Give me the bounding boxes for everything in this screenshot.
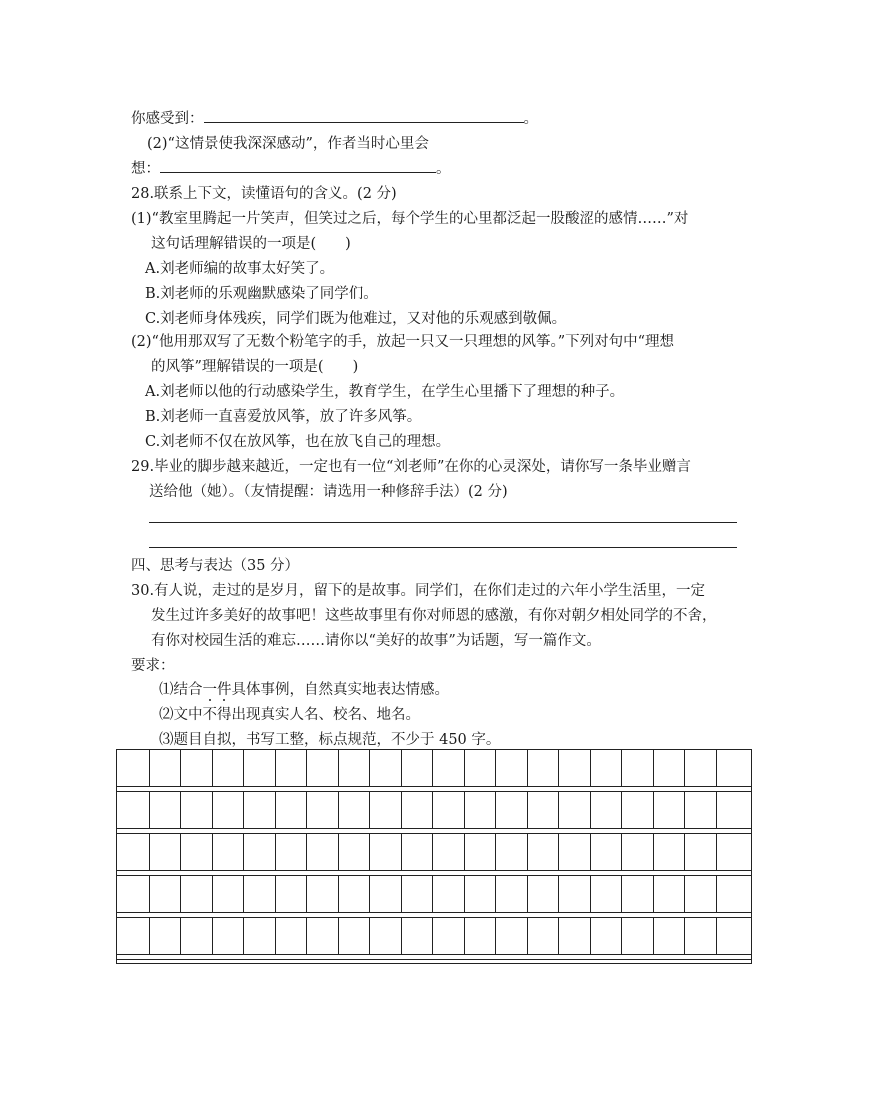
grid-cell[interactable] [180, 918, 212, 954]
grid-cell[interactable] [558, 750, 590, 786]
grid-cell[interactable] [621, 918, 653, 954]
grid-cell[interactable] [716, 792, 748, 828]
grid-cell[interactable] [149, 876, 181, 912]
answer-blank[interactable] [160, 158, 436, 173]
grid-cell[interactable] [684, 876, 716, 912]
q27-line1-suffix: 。 [523, 111, 538, 127]
grid-cell[interactable] [716, 918, 748, 954]
emphasis-char: 件 [217, 682, 232, 698]
grid-cell[interactable] [369, 918, 401, 954]
grid-cell[interactable] [149, 750, 181, 786]
q27-line3-prefix: 想： [131, 161, 160, 177]
grid-cell[interactable] [401, 834, 433, 870]
q28-p1-line2: 这句话理解错误的一项是( ) [151, 236, 351, 252]
grid-cell[interactable] [275, 918, 307, 954]
grid-cell[interactable] [464, 750, 496, 786]
grid-cell[interactable] [212, 876, 244, 912]
q28-p2-option-a: A.刘老师以他的行动感染学生，教育学生，在学生心里播下了理想的种子。 [145, 384, 625, 400]
requirement-1-post: 具体事例，自然真实地表达情感。 [231, 682, 449, 698]
grid-cell[interactable] [149, 834, 181, 870]
requirement-1 [159, 679, 449, 701]
grid-row-gap [117, 954, 751, 960]
grid-row [117, 834, 751, 870]
grid-cell[interactable] [212, 834, 244, 870]
requirement-2: ⑵文中不得出现真实人名、校名、地名。 [159, 707, 420, 723]
q28-p2-option-b: B.刘老师一直喜爱放风筝，放了许多风筝。 [145, 409, 422, 425]
grid-cell[interactable] [684, 750, 716, 786]
q28-p2-option-c: C.刘老师不仅在放风筝，也在放飞自己的理想。 [145, 434, 451, 450]
grid-cell[interactable] [149, 918, 181, 954]
grid-cell[interactable] [527, 834, 559, 870]
grid-cell[interactable] [212, 750, 244, 786]
grid-cell[interactable] [527, 750, 559, 786]
grid-cell[interactable] [369, 792, 401, 828]
writing-line[interactable] [149, 547, 737, 548]
grid-cell[interactable] [117, 876, 149, 912]
grid-cell[interactable] [243, 876, 275, 912]
grid-row [117, 918, 751, 954]
grid-cell[interactable] [180, 876, 212, 912]
grid-cell[interactable] [338, 792, 370, 828]
emphasis-char: 一 [202, 682, 217, 698]
grid-cell[interactable] [684, 834, 716, 870]
grid-cell[interactable] [590, 918, 622, 954]
grid-cell[interactable] [369, 876, 401, 912]
grid-cell[interactable] [243, 792, 275, 828]
grid-cell[interactable] [432, 792, 464, 828]
grid-cell[interactable] [653, 876, 685, 912]
grid-cell[interactable] [275, 792, 307, 828]
grid-cell[interactable] [306, 792, 338, 828]
grid-cell[interactable] [653, 918, 685, 954]
grid-cell[interactable] [243, 750, 275, 786]
grid-cell[interactable] [653, 750, 685, 786]
q28-p1-option-c: C.刘老师身体残疾，同学们既为他难过，又对他的乐观感到敬佩。 [145, 311, 567, 327]
q28-p2-line2: 的风筝”理解错误的一项是( ) [151, 359, 359, 375]
requirement-3: ⑶题目自拟，书写工整，标点规范，不少于 450 字。 [159, 732, 501, 748]
q28-p1-option-b: B.刘老师的乐观幽默感染了同学们。 [145, 286, 378, 302]
q29-line1: 29.毕业的脚步越来越近，一定也有一位“刘老师”在你的心灵深处，请你写一条毕业赠言 [131, 459, 691, 475]
q30-line1: 30.有人说，走过的是岁月，留下的是故事。同学们，在你们走过的六年小学生活里，一定 [131, 583, 706, 599]
q28-p1-option-a: A.刘老师编的故事太好笑了。 [145, 261, 335, 277]
q28-title: 28.联系上下文，读懂语句的含义。(2 分) [131, 186, 397, 202]
grid-cell[interactable] [558, 918, 590, 954]
grid-cell[interactable] [558, 792, 590, 828]
grid-cell[interactable] [180, 834, 212, 870]
grid-cell[interactable] [369, 750, 401, 786]
grid-cell[interactable] [716, 834, 748, 870]
grid-cell[interactable] [117, 792, 149, 828]
section4-title: 四、思考与表达（35 分） [131, 558, 300, 574]
q28-p2-line1: (2)“他用那双写了无数个粉笔字的手，放起一只又一只理想的风筝。”下列对句中“理想 [131, 334, 675, 350]
grid-cell[interactable] [432, 750, 464, 786]
grid-cell[interactable] [716, 876, 748, 912]
grid-row [117, 792, 751, 828]
grid-cell[interactable] [684, 792, 716, 828]
q27-line2: (2)“这情景使我深深感动”，作者当时心里会 [147, 136, 429, 152]
grid-cell[interactable] [306, 834, 338, 870]
grid-cell[interactable] [716, 750, 748, 786]
grid-cell[interactable] [464, 834, 496, 870]
grid-cell[interactable] [117, 750, 149, 786]
grid-cell[interactable] [495, 876, 527, 912]
grid-cell[interactable] [621, 792, 653, 828]
grid-cell[interactable] [621, 876, 653, 912]
grid-cell[interactable] [180, 792, 212, 828]
grid-cell[interactable] [243, 834, 275, 870]
grid-cell[interactable] [432, 918, 464, 954]
grid-cell[interactable] [243, 918, 275, 954]
grid-cell[interactable] [590, 750, 622, 786]
grid-cell[interactable] [495, 792, 527, 828]
grid-cell[interactable] [495, 750, 527, 786]
grid-cell[interactable] [401, 918, 433, 954]
grid-cell[interactable] [338, 876, 370, 912]
grid-cell[interactable] [149, 792, 181, 828]
grid-cell[interactable] [590, 792, 622, 828]
grid-cell[interactable] [401, 750, 433, 786]
grid-cell[interactable] [306, 876, 338, 912]
q27-line1-prefix: 你感受到： [131, 111, 204, 127]
grid-cell[interactable] [621, 750, 653, 786]
requirements-title: 要求： [131, 658, 175, 674]
grid-cell[interactable] [369, 834, 401, 870]
grid-cell[interactable] [464, 918, 496, 954]
grid-cell[interactable] [432, 834, 464, 870]
writing-line[interactable] [149, 522, 737, 523]
grid-cell[interactable] [684, 918, 716, 954]
q27-line3 [131, 158, 451, 180]
q27-line3-suffix: 。 [436, 161, 451, 177]
grid-cell[interactable] [275, 750, 307, 786]
answer-blank[interactable] [204, 108, 524, 123]
grid-cell[interactable] [401, 876, 433, 912]
grid-cell[interactable] [495, 834, 527, 870]
grid-cell[interactable] [527, 876, 559, 912]
grid-cell[interactable] [401, 792, 433, 828]
grid-cell[interactable] [306, 918, 338, 954]
q30-line2: 发生过许多美好的故事吧！这些故事里有你对师恩的感激，有你对朝夕相处同学的不舍， [151, 608, 717, 624]
grid-cell[interactable] [338, 834, 370, 870]
grid-cell[interactable] [432, 876, 464, 912]
grid-cell[interactable] [117, 834, 149, 870]
grid-cell[interactable] [621, 834, 653, 870]
grid-cell[interactable] [464, 876, 496, 912]
grid-cell[interactable] [653, 834, 685, 870]
grid-cell[interactable] [338, 918, 370, 954]
grid-cell[interactable] [558, 834, 590, 870]
grid-cell[interactable] [653, 792, 685, 828]
grid-cell[interactable] [275, 834, 307, 870]
q30-line3: 有你对校园生活的难忘……请你以“美好的故事”为话题，写一篇作文。 [151, 633, 601, 649]
grid-cell[interactable] [212, 918, 244, 954]
grid-cell[interactable] [527, 792, 559, 828]
grid-cell[interactable] [306, 750, 338, 786]
grid-cell[interactable] [527, 918, 559, 954]
grid-cell[interactable] [275, 876, 307, 912]
grid-cell[interactable] [338, 750, 370, 786]
requirement-1-pre: ⑴结合 [159, 682, 203, 698]
q27-line1 [131, 108, 538, 130]
grid-cell[interactable] [212, 792, 244, 828]
grid-cell[interactable] [464, 792, 496, 828]
q28-p1-line1: (1)“教室里腾起一片笑声，但笑过之后，每个学生的心里都泛起一股酸涩的感情……”对 [131, 211, 689, 227]
grid-cell[interactable] [180, 750, 212, 786]
grid-cell[interactable] [495, 918, 527, 954]
grid-row [117, 876, 751, 912]
essay-grid[interactable] [116, 749, 752, 964]
q29-line2: 送给他（她）。（友情提醒：请选用一种修辞手法）(2 分) [149, 484, 508, 500]
grid-cell[interactable] [590, 876, 622, 912]
grid-cell[interactable] [590, 834, 622, 870]
grid-cell[interactable] [558, 876, 590, 912]
grid-row [117, 750, 751, 786]
grid-cell[interactable] [117, 918, 149, 954]
